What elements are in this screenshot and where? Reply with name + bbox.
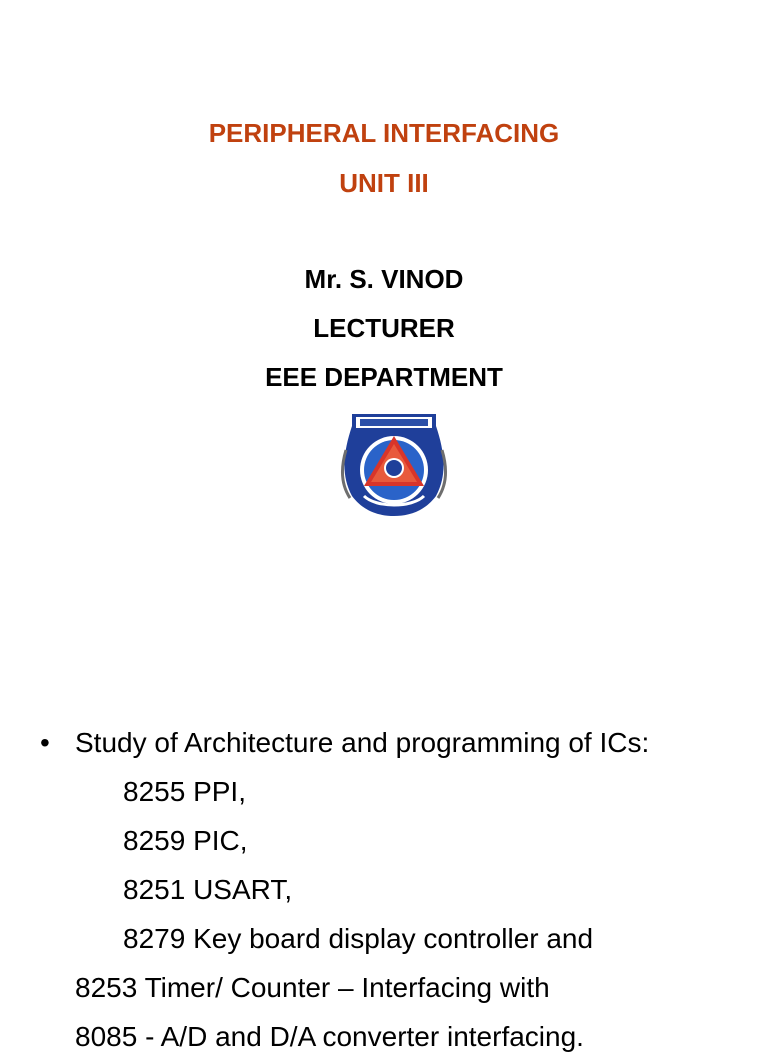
author-role: LECTURER — [313, 313, 455, 343]
bullet-row — [40, 718, 740, 767]
list-item: 8251 USART, — [123, 874, 293, 905]
list-item: 8259 PIC, — [123, 825, 248, 856]
list-item-continuation: 8253 Timer/ Counter – Interfacing with — [75, 972, 550, 1003]
title-block — [0, 108, 768, 208]
bullet-text: Study of Architecture and programming of ICs: — [75, 727, 650, 758]
title-line-2: UNIT III — [339, 168, 429, 198]
author-block — [0, 255, 768, 402]
content-block — [40, 718, 740, 1061]
list-item: 8279 Key board display controller and — [123, 923, 594, 954]
college-emblem-icon — [338, 410, 450, 518]
list-item-continuation: 8085 - A/D and D/A converter interfacing. — [75, 1021, 584, 1052]
title-line-1: PERIPHERAL INTERFACING — [208, 118, 560, 148]
list-item: 8255 PPI, — [123, 776, 246, 807]
author-name: Mr. S. VINOD — [304, 264, 464, 294]
author-department: EEE DEPARTMENT — [265, 362, 503, 392]
bullet-icon: • — [40, 727, 50, 758]
